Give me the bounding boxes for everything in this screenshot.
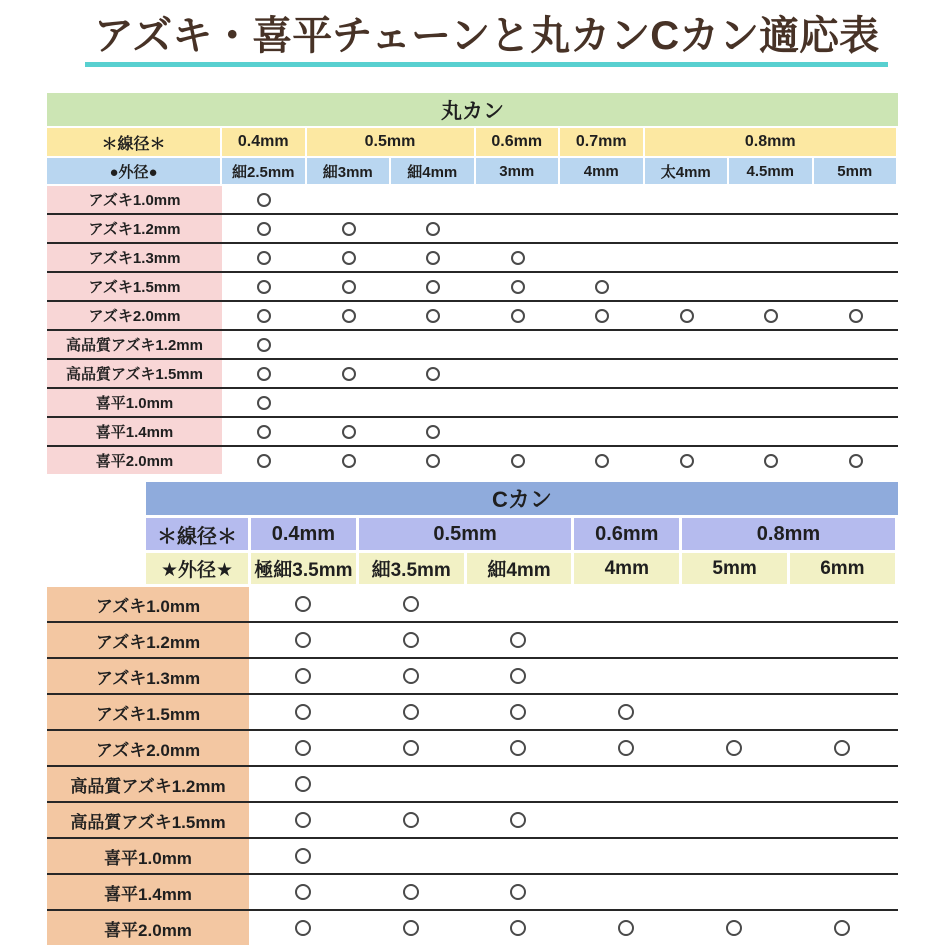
compatibility-cell xyxy=(729,418,814,445)
outer-diameter-value: 5mm xyxy=(814,158,897,184)
compatibility-cell xyxy=(307,302,392,329)
table-row xyxy=(47,839,898,875)
compatibility-cell xyxy=(680,659,788,693)
marukan-table-title: 丸カン xyxy=(47,93,898,126)
wire-diameter-value: 0.7mm xyxy=(560,128,643,156)
table-row xyxy=(47,695,898,731)
compatible-circle-mark xyxy=(403,632,419,648)
compatible-circle-mark xyxy=(510,884,526,900)
row-label: 喜平2.0mm xyxy=(47,447,222,474)
compatible-circle-mark xyxy=(849,454,863,468)
compatibility-cell xyxy=(222,186,307,213)
compatible-circle-mark xyxy=(511,251,525,265)
compatible-circle-mark xyxy=(849,309,863,323)
compatibility-cell xyxy=(560,302,645,329)
compatible-circle-mark xyxy=(257,338,271,352)
compatibility-cell xyxy=(307,273,392,300)
compatibility-cell xyxy=(560,186,645,213)
table-row xyxy=(47,875,898,911)
wire-diameter-value: 0.4mm xyxy=(251,518,356,550)
compatibility-cell xyxy=(222,360,307,387)
compatible-circle-mark xyxy=(403,740,419,756)
compatibility-cell xyxy=(357,623,465,657)
compatibility-cell xyxy=(391,360,476,387)
compatibility-cell xyxy=(465,731,573,765)
compatibility-cell xyxy=(680,623,788,657)
compatible-circle-mark xyxy=(426,251,440,265)
compatibility-cell xyxy=(357,659,465,693)
compatibility-cell xyxy=(357,839,465,873)
compatibility-cell xyxy=(249,587,357,621)
compatibility-cell xyxy=(222,331,307,358)
table-row xyxy=(47,331,898,360)
compatibility-cell xyxy=(560,215,645,242)
compatible-circle-mark xyxy=(510,704,526,720)
compatibility-cell xyxy=(560,331,645,358)
wire-diameter-value: 0.8mm xyxy=(645,128,897,156)
table-row xyxy=(47,215,898,244)
compatibility-cell xyxy=(476,389,561,416)
compatible-circle-mark xyxy=(295,704,311,720)
table-row xyxy=(47,418,898,447)
compatibility-cell xyxy=(465,659,573,693)
outer-diameter-value: 3mm xyxy=(476,158,559,184)
compatibility-cell xyxy=(357,731,465,765)
compatibility-cell xyxy=(645,186,730,213)
compatibility-cell xyxy=(560,244,645,271)
compatibility-cell xyxy=(249,875,357,909)
compatibility-cell xyxy=(729,331,814,358)
row-label: 高品質アズキ1.5mm xyxy=(47,803,249,837)
compatible-circle-mark xyxy=(595,309,609,323)
compatibility-cell xyxy=(249,659,357,693)
row-label: アズキ1.2mm xyxy=(47,623,249,657)
compatibility-cell xyxy=(814,273,899,300)
compatibility-cell xyxy=(788,659,896,693)
compatibility-cell xyxy=(249,911,357,945)
compatible-circle-mark xyxy=(834,740,850,756)
compatible-circle-mark xyxy=(342,425,356,439)
table-row xyxy=(47,186,898,215)
compatible-circle-mark xyxy=(403,884,419,900)
marukan-table xyxy=(47,93,898,474)
table-row xyxy=(47,767,898,803)
compatibility-cell xyxy=(788,731,896,765)
compatible-circle-mark xyxy=(342,280,356,294)
compatibility-cell xyxy=(476,186,561,213)
compatibility-cell xyxy=(572,911,680,945)
compatibility-cell xyxy=(391,186,476,213)
compatibility-cell xyxy=(391,389,476,416)
compatible-circle-mark xyxy=(426,454,440,468)
compatibility-cell xyxy=(465,695,573,729)
row-label: アズキ1.5mm xyxy=(47,273,222,300)
compatibility-cell xyxy=(222,418,307,445)
compatible-circle-mark xyxy=(595,454,609,468)
compatible-circle-mark xyxy=(257,251,271,265)
compatible-circle-mark xyxy=(257,280,271,294)
row-label: アズキ1.0mm xyxy=(47,186,222,213)
compatibility-cell xyxy=(729,244,814,271)
compatibility-cell xyxy=(307,447,392,474)
row-label: アズキ2.0mm xyxy=(47,302,222,329)
compatibility-cell xyxy=(572,731,680,765)
compatibility-cell xyxy=(249,731,357,765)
compatibility-cell xyxy=(476,302,561,329)
ckan-outer-diameter-row xyxy=(146,553,898,584)
outer-diameter-value: 6mm xyxy=(790,553,895,584)
compatible-circle-mark xyxy=(257,193,271,207)
marukan-wire-diameter-row xyxy=(47,128,898,156)
compatibility-cell xyxy=(465,875,573,909)
compatibility-cell xyxy=(729,360,814,387)
compatibility-cell xyxy=(222,215,307,242)
compatibility-cell xyxy=(465,587,573,621)
compatibility-cell xyxy=(814,302,899,329)
compatible-circle-mark xyxy=(764,309,778,323)
compatibility-cell xyxy=(222,244,307,271)
compatible-circle-mark xyxy=(618,740,634,756)
compatible-circle-mark xyxy=(595,280,609,294)
compatibility-cell xyxy=(814,331,899,358)
table-row xyxy=(47,360,898,389)
wire-diameter-value: 0.6mm xyxy=(574,518,679,550)
outer-diameter-value: 極細3.5mm xyxy=(251,553,356,584)
compatibility-cell xyxy=(680,731,788,765)
wire-diameter-value: 0.4mm xyxy=(222,128,305,156)
compatibility-cell xyxy=(645,302,730,329)
compatible-circle-mark xyxy=(342,309,356,323)
compatibility-cell xyxy=(357,875,465,909)
compatible-circle-mark xyxy=(511,309,525,323)
compatibility-cell xyxy=(222,273,307,300)
compatible-circle-mark xyxy=(295,740,311,756)
table-row xyxy=(47,447,898,474)
compatibility-cell xyxy=(249,839,357,873)
table-row xyxy=(47,302,898,331)
compatible-circle-mark xyxy=(257,425,271,439)
wire-diameter-header-label: ＊線径＊ xyxy=(146,518,248,550)
outer-diameter-header-label: ●外径● xyxy=(47,158,220,184)
compatibility-cell xyxy=(476,418,561,445)
compatible-circle-mark xyxy=(510,812,526,828)
row-label: 高品質アズキ1.2mm xyxy=(47,331,222,358)
compatible-circle-mark xyxy=(426,280,440,294)
compatibility-cell xyxy=(391,302,476,329)
marukan-outer-diameter-row xyxy=(47,158,898,184)
compatible-circle-mark xyxy=(257,396,271,410)
compatibility-cell xyxy=(476,273,561,300)
compatible-circle-mark xyxy=(257,309,271,323)
compatibility-cell xyxy=(645,389,730,416)
compatibility-cell xyxy=(307,215,392,242)
compatibility-cell xyxy=(788,911,896,945)
compatible-circle-mark xyxy=(342,367,356,381)
compatibility-cell xyxy=(476,447,561,474)
compatible-circle-mark xyxy=(834,920,850,936)
compatible-circle-mark xyxy=(510,632,526,648)
compatibility-cell xyxy=(645,418,730,445)
wire-diameter-value: 0.5mm xyxy=(359,518,572,550)
table-row xyxy=(47,623,898,659)
compatibility-cell xyxy=(729,186,814,213)
compatibility-cell xyxy=(560,418,645,445)
compatibility-cell xyxy=(680,767,788,801)
row-label: 喜平1.4mm xyxy=(47,418,222,445)
compatibility-cell xyxy=(645,273,730,300)
compatibility-cell xyxy=(645,331,730,358)
row-label: 高品質アズキ1.5mm xyxy=(47,360,222,387)
compatibility-cell xyxy=(814,360,899,387)
compatibility-cell xyxy=(788,875,896,909)
outer-diameter-value: 細3.5mm xyxy=(359,553,464,584)
compatibility-cell xyxy=(814,447,899,474)
compatible-circle-mark xyxy=(511,454,525,468)
compatibility-cell xyxy=(814,244,899,271)
row-label: 喜平1.0mm xyxy=(47,389,222,416)
table-row xyxy=(47,587,898,623)
compatible-circle-mark xyxy=(680,309,694,323)
compatible-circle-mark xyxy=(342,222,356,236)
compatible-circle-mark xyxy=(257,454,271,468)
outer-diameter-value: 細2.5mm xyxy=(222,158,305,184)
compatibility-cell xyxy=(814,215,899,242)
compatibility-cell xyxy=(476,331,561,358)
compatibility-cell xyxy=(572,623,680,657)
compatibility-cell xyxy=(249,695,357,729)
compatible-circle-mark xyxy=(426,309,440,323)
compatibility-cell xyxy=(357,767,465,801)
row-label: 喜平2.0mm xyxy=(47,911,249,945)
compatible-circle-mark xyxy=(295,920,311,936)
compatibility-cell xyxy=(572,587,680,621)
compatible-circle-mark xyxy=(257,367,271,381)
compatible-circle-mark xyxy=(295,848,311,864)
compatible-circle-mark xyxy=(295,668,311,684)
compatibility-cell xyxy=(572,875,680,909)
compatibility-cell xyxy=(357,587,465,621)
compatible-circle-mark xyxy=(426,425,440,439)
compatibility-cell xyxy=(391,331,476,358)
compatibility-cell xyxy=(465,803,573,837)
compatible-circle-mark xyxy=(510,740,526,756)
compatibility-cell xyxy=(680,875,788,909)
compatible-circle-mark xyxy=(726,920,742,936)
row-label: アズキ1.2mm xyxy=(47,215,222,242)
compatibility-cell xyxy=(560,273,645,300)
compatibility-cell xyxy=(307,389,392,416)
outer-diameter-value: 太4mm xyxy=(645,158,728,184)
compatibility-cell xyxy=(572,803,680,837)
compatible-circle-mark xyxy=(510,668,526,684)
compatible-circle-mark xyxy=(295,812,311,828)
compatibility-cell xyxy=(788,587,896,621)
outer-diameter-value: 細4mm xyxy=(467,553,572,584)
compatible-circle-mark xyxy=(342,251,356,265)
compatibility-cell xyxy=(814,186,899,213)
compatible-circle-mark xyxy=(403,596,419,612)
compatibility-cell xyxy=(476,215,561,242)
compatibility-cell xyxy=(249,623,357,657)
compatibility-cell xyxy=(729,389,814,416)
wire-diameter-header-label: ＊線径＊ xyxy=(47,128,220,156)
compatibility-cell xyxy=(788,695,896,729)
table-row xyxy=(47,803,898,839)
compatibility-cell xyxy=(307,186,392,213)
outer-diameter-value: 細3mm xyxy=(307,158,390,184)
outer-diameter-value: 細4mm xyxy=(391,158,474,184)
compatibility-cell xyxy=(357,803,465,837)
ckan-table-body xyxy=(47,587,898,945)
ckan-wire-diameter-row xyxy=(146,518,898,550)
outer-diameter-value: 5mm xyxy=(682,553,787,584)
compatibility-cell xyxy=(465,911,573,945)
compatible-circle-mark xyxy=(680,454,694,468)
table-row xyxy=(47,389,898,418)
compatible-circle-mark xyxy=(510,920,526,936)
ckan-table xyxy=(47,482,898,945)
compatibility-cell xyxy=(788,839,896,873)
compatible-circle-mark xyxy=(618,920,634,936)
compatible-circle-mark xyxy=(403,920,419,936)
compatibility-cell xyxy=(560,360,645,387)
table-row xyxy=(47,731,898,767)
outer-diameter-value: 4.5mm xyxy=(729,158,812,184)
compatibility-cell xyxy=(680,839,788,873)
compatible-circle-mark xyxy=(342,454,356,468)
compatibility-cell xyxy=(465,767,573,801)
compatible-circle-mark xyxy=(618,704,634,720)
compatibility-cell xyxy=(249,803,357,837)
compatibility-cell xyxy=(645,447,730,474)
compatibility-cell xyxy=(465,839,573,873)
compatible-circle-mark xyxy=(403,668,419,684)
compatible-circle-mark xyxy=(403,812,419,828)
compatibility-cell xyxy=(476,360,561,387)
compatibility-cell xyxy=(222,447,307,474)
compatibility-cell xyxy=(680,803,788,837)
compatibility-cell xyxy=(680,587,788,621)
compatibility-cell xyxy=(814,389,899,416)
compatibility-cell xyxy=(249,767,357,801)
ckan-table-title: Cカン xyxy=(146,482,898,515)
compatibility-cell xyxy=(729,302,814,329)
compatibility-cell xyxy=(729,215,814,242)
marukan-table-body xyxy=(47,186,898,474)
compatibility-cell xyxy=(391,447,476,474)
row-label: アズキ1.0mm xyxy=(47,587,249,621)
compatibility-cell xyxy=(645,244,730,271)
compatibility-cell xyxy=(814,418,899,445)
compatible-circle-mark xyxy=(295,596,311,612)
compatibility-cell xyxy=(572,695,680,729)
compatibility-cell xyxy=(307,244,392,271)
row-label: 喜平1.4mm xyxy=(47,875,249,909)
compatibility-cell xyxy=(572,767,680,801)
compatibility-cell xyxy=(465,623,573,657)
outer-diameter-header-label: ★外径★ xyxy=(146,553,248,584)
compatibility-cell xyxy=(307,360,392,387)
compatible-circle-mark xyxy=(511,280,525,294)
compatibility-cell xyxy=(560,389,645,416)
compatible-circle-mark xyxy=(426,222,440,236)
compatibility-cell xyxy=(222,389,307,416)
compatibility-cell xyxy=(476,244,561,271)
row-label: 喜平1.0mm xyxy=(47,839,249,873)
table-row xyxy=(47,911,898,945)
compatible-circle-mark xyxy=(726,740,742,756)
row-label: アズキ1.3mm xyxy=(47,244,222,271)
compatibility-cell xyxy=(307,331,392,358)
row-label: アズキ1.5mm xyxy=(47,695,249,729)
compatibility-cell xyxy=(391,215,476,242)
compatible-circle-mark xyxy=(257,222,271,236)
table-row xyxy=(47,244,898,273)
table-row xyxy=(47,273,898,302)
compatibility-cell xyxy=(572,659,680,693)
compatibility-cell xyxy=(680,911,788,945)
compatibility-cell xyxy=(788,767,896,801)
compatibility-cell xyxy=(729,447,814,474)
compatibility-cell xyxy=(788,803,896,837)
compatible-circle-mark xyxy=(764,454,778,468)
compatibility-cell xyxy=(357,695,465,729)
compatibility-cell xyxy=(645,360,730,387)
compatibility-cell xyxy=(307,418,392,445)
compatibility-cell xyxy=(572,839,680,873)
page-title: アズキ・喜平チェーンと丸カンCカン適応表 xyxy=(85,12,888,67)
compatibility-cell xyxy=(391,418,476,445)
compatible-circle-mark xyxy=(295,632,311,648)
compatibility-cell xyxy=(680,695,788,729)
row-label: 高品質アズキ1.2mm xyxy=(47,767,249,801)
row-label: アズキ2.0mm xyxy=(47,731,249,765)
outer-diameter-value: 4mm xyxy=(574,553,679,584)
table-row xyxy=(47,659,898,695)
compatible-circle-mark xyxy=(295,884,311,900)
compatible-circle-mark xyxy=(295,776,311,792)
compatibility-cell xyxy=(729,273,814,300)
compatibility-cell xyxy=(788,623,896,657)
wire-diameter-value: 0.8mm xyxy=(682,518,895,550)
compatibility-cell xyxy=(560,447,645,474)
compatibility-cell xyxy=(357,911,465,945)
compatibility-cell xyxy=(645,215,730,242)
compatibility-cell xyxy=(391,273,476,300)
outer-diameter-value: 4mm xyxy=(560,158,643,184)
compatible-circle-mark xyxy=(426,367,440,381)
compatible-circle-mark xyxy=(403,704,419,720)
compatibility-cell xyxy=(391,244,476,271)
wire-diameter-value: 0.6mm xyxy=(476,128,559,156)
row-label: アズキ1.3mm xyxy=(47,659,249,693)
compatibility-cell xyxy=(222,302,307,329)
wire-diameter-value: 0.5mm xyxy=(307,128,474,156)
